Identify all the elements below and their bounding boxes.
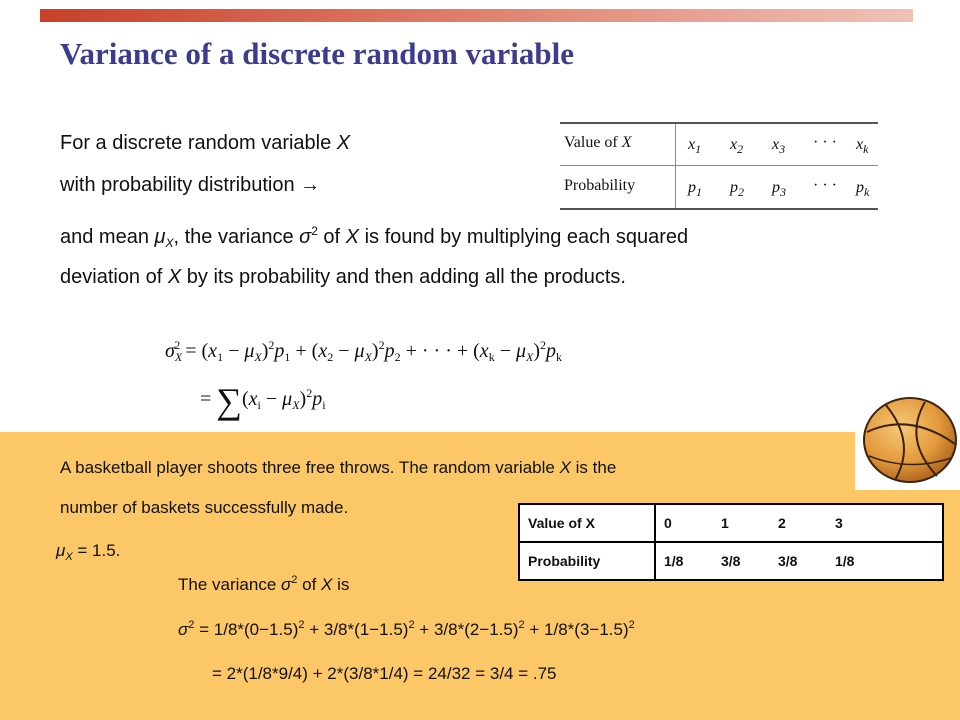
intro-line-3: and mean $\mu_X$, the variance $\sigma^2$ of X is found by multiplying each squared	[60, 224, 689, 250]
example-text-line-1: A basketball player shoots three free throws. The random variable X is the	[60, 458, 617, 477]
table-cell: $p_1$	[688, 179, 702, 199]
table-cell: $p_k$	[856, 179, 870, 199]
table-cell: 1/8	[664, 553, 684, 569]
table-cell: · · ·	[813, 134, 837, 151]
variance-calculation-line-2: = 2*(1/8*9/4) + 2*(3/8*1/4) = 24/32 = 3/4 = .75	[212, 664, 557, 683]
table-cell: $x_1$	[688, 136, 702, 156]
table-cell: 3	[835, 515, 843, 531]
example-distribution-table	[518, 503, 944, 581]
table-row	[519, 542, 943, 580]
slide-title: Variance of a discrete random variable	[60, 36, 575, 71]
table-row-label: Probability	[564, 177, 636, 194]
table-cell: 2	[778, 515, 786, 531]
example-text-line-2: number of baskets successfully made.	[60, 498, 349, 517]
table-cell: 3/8	[778, 553, 798, 569]
table-row	[519, 504, 943, 542]
intro-line-4: deviation of X by its probability and then adding all the products.	[60, 266, 626, 288]
table-row-label: Probability	[519, 542, 655, 580]
table-cell: $x_2$	[730, 136, 744, 156]
table-row-label: Value of X	[519, 504, 655, 542]
basketball-icon	[855, 392, 960, 490]
variance-formula-line-2: = $\sum(x_i - \mu_X)^2p_i$	[200, 381, 326, 421]
variance-formula-line-1: $\sigma_X^2 = (x_1 - \mu_X)^2p_1 + (x_2 - \mu_X)^2p_2$ + · · · + $(x_k - \mu_X)^2p_k$	[165, 338, 563, 364]
table-cell: 1	[721, 515, 729, 531]
table-cell: $p_3$	[772, 179, 786, 199]
table-row-label: Value of X	[564, 134, 632, 151]
table-cell: 0	[664, 515, 672, 531]
basketball-image	[855, 392, 960, 490]
table-cell: 3/8	[721, 553, 741, 569]
example-mean: $\mu_X = 1.5$.	[56, 541, 121, 563]
table-cells	[655, 542, 943, 580]
distribution-table	[560, 122, 878, 210]
table-cells	[655, 504, 943, 542]
variance-intro: The variance $\sigma^2$ of X is	[178, 574, 350, 594]
header-bar	[40, 9, 913, 22]
table-cell: $x_k$	[856, 136, 869, 156]
table-cell: · · ·	[813, 177, 837, 194]
intro-line-1: For a discrete random variable X	[60, 132, 351, 154]
variance-calculation-line-1: $\sigma^2 = 1/8*(0-1.5)^2 + 3/8*(1-1.5)^2 + 3/8*(2-1.5)^2 + 1/8*(3-1.5)^2$	[178, 619, 635, 639]
table-cell: $p_2$	[730, 179, 744, 199]
table-cell: 1/8	[835, 553, 855, 569]
table-cell: $x_3$	[772, 136, 786, 156]
intro-line-2: with probability distribution →	[60, 174, 321, 196]
